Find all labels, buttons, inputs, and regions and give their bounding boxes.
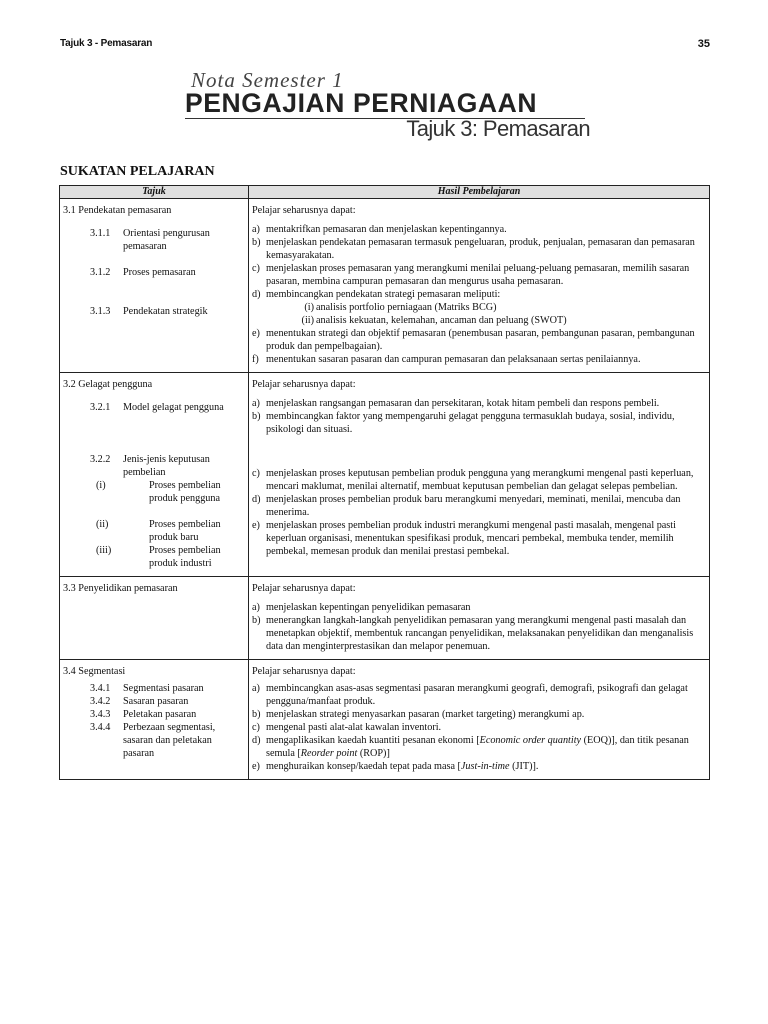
outcome-marker: b) [252, 237, 261, 248]
outcome-item [252, 353, 706, 366]
subtopic-text: Peletakan pasaran [123, 709, 197, 720]
outcome-item [252, 519, 706, 558]
outcome-text: mentakrifkan pemasaran dan menjelaskan kepentingannya. [266, 224, 507, 235]
outcome-item [252, 262, 706, 288]
outcome-submarker: (ii) [301, 315, 314, 326]
subtopic-text: Proses pemasaran [123, 267, 196, 278]
section-heading: SUKATAN PELAJARAN [60, 164, 215, 179]
outcomes-cell [249, 660, 710, 780]
outcome-text: menjelaskan proses pemasaran yang merangkumi menilai peluang-peluang pemasaran, memilih sasaran pasaran, membina campuran pemasaran dan mengurus usaha pemasaran. [266, 263, 690, 287]
outcome-text: menentukan strategi dan objektif pemasaran (penembusan pasaran, pembangunan pasaran, pembangunan produk dan pempelbagaian). [266, 328, 695, 352]
subtopic-subitem [63, 479, 245, 518]
outcome-text: menerangkan langkah-langkah penyelidikan pemasaran yang merangkumi mengenal pasti masalah dan menetapkan objektif, membentuk rancangan penyelidikan, melaksanakan penyelidikan dan menganalisis data dan menginterprestasikan dan melapor penemuan. [266, 615, 694, 652]
banner-title: PENGAJIAN PERNIAGAAN [185, 88, 538, 118]
outcome-text-part: (EOQ)], dan titik pesanan semula [ [266, 735, 689, 759]
outcomes-intro: Pelajar seharusnya dapat: [252, 666, 356, 677]
subtopic-number: 3.4.3 [90, 709, 111, 720]
outcome-marker: b) [252, 411, 261, 422]
subtopic-submarker: (ii) [96, 519, 109, 530]
subtopic-item [63, 682, 245, 695]
outcome-item [252, 493, 706, 519]
table-row [60, 373, 710, 577]
subtopic-subtext: Proses pembelian produk industri [149, 545, 221, 569]
subtopic-number: 3.1.2 [90, 267, 111, 278]
outcome-marker: c) [252, 468, 260, 479]
subtopic-text: Sasaran pasaran [123, 696, 189, 707]
subtopic-submarker: (i) [96, 480, 106, 491]
outcomes-intro: Pelajar seharusnya dapat: [252, 379, 356, 390]
outcome-text: membincangkan asas-asas segmentasi pasaran merangkumi geografi, demografi, psikografi dan gelagat pengguna/manfaat produk. [266, 683, 688, 707]
subtopic-number: 3.1.1 [90, 228, 111, 239]
outcomes-cell [249, 373, 710, 577]
outcome-marker: d) [252, 735, 261, 746]
outcome-item [252, 223, 706, 236]
subtopic-subtext: Proses pembelian produk pengguna [149, 480, 221, 504]
subtopic-item [63, 401, 245, 453]
outcome-term-italic: Just-in-time [460, 761, 510, 772]
outcome-marker: d) [252, 494, 261, 505]
banner-subtitle: Tajuk 3: Pemasaran [406, 116, 590, 141]
subtopic-text: Perbezaan segmentasi, sasaran dan peletakan pasaran [123, 722, 216, 759]
outcome-item [252, 601, 706, 614]
running-head: Tajuk 3 - Pemasaran [60, 38, 153, 49]
subtopic-item [63, 266, 245, 305]
table-row [60, 199, 710, 373]
outcome-text: menentukan sasaran pasaran dan campuran pemasaran dan pelaksanaan sertas penilaiannya. [266, 354, 641, 365]
outcomes-intro: Pelajar seharusnya dapat: [252, 205, 356, 216]
topic-title: 3.1 Pendekatan pemasaran [63, 205, 172, 216]
outcome-text: menjelaskan strategi menyasarkan pasaran (market targeting) merangkumi ap. [266, 709, 585, 720]
outcome-marker: c) [252, 263, 260, 274]
subtopic-item [63, 721, 245, 760]
outcome-submarker: (i) [304, 302, 314, 313]
topic-cell [60, 199, 249, 373]
outcome-marker: a) [252, 683, 260, 694]
outcome-item [252, 734, 706, 760]
outcome-item [252, 614, 706, 653]
outcome-text: membincangkan pendekatan strategi pemasaran meliputi: [266, 289, 501, 300]
outcome-marker: e) [252, 328, 260, 339]
topic-title: 3.3 Penyelidikan pemasaran [63, 583, 178, 594]
subtopic-subitem [63, 544, 245, 570]
outcome-text: menjelaskan proses pembelian produk baru merangkumi menyedari, meminati, menilai, mencuba dan menerima. [266, 494, 681, 518]
outcome-text: membincangkan faktor yang mempengaruhi gelagat pengguna termasuklah budaya, sosial, individu, psikologi dan situasi. [266, 411, 675, 435]
outcome-marker: d) [252, 289, 261, 300]
outcome-subtext: analisis portfolio perniagaan (Matriks BCG) [316, 302, 497, 313]
topic-title: 3.2 Gelagat pengguna [63, 379, 153, 390]
outcome-text: menjelaskan proses keputusan pembelian produk pengguna yang merangkumi mengenal pasti keperluan, mencari maklumat, menilai alternatif, membuat keputusan pembelian dan gelagat selepas pembelian. [266, 468, 694, 492]
outcome-item [252, 236, 706, 262]
outcome-subtext: analisis kekuatan, kelemahan, ancaman dan peluang (SWOT) [316, 315, 567, 326]
subtopic-text: Model gelagat pengguna [123, 402, 224, 413]
outcome-marker: b) [252, 709, 261, 720]
table-row [60, 660, 710, 780]
subtopic-submarker: (iii) [96, 545, 112, 556]
subtopic-text: Jenis-jenis keputusan pembelian [123, 454, 210, 478]
column-header-topic: Tajuk [60, 186, 249, 199]
subtopic-text: Pendekatan strategik [123, 306, 208, 317]
subtopic-text: Segmentasi pasaran [123, 683, 204, 694]
outcome-text: menjelaskan kepentingan penyelidikan pemasaran [266, 602, 471, 613]
outcome-text-part: (ROP)] [357, 748, 390, 759]
outcome-item [252, 682, 706, 708]
subtopic-item [63, 708, 245, 721]
outcome-item [252, 467, 706, 493]
subtopic-subtext: Proses pembelian produk baru [149, 519, 221, 543]
outcome-text: mengenal pasti alat-alat kawalan inventori. [266, 722, 442, 733]
subtopic-number: 3.4.2 [90, 696, 111, 707]
outcome-term-italic: Economic order quantity [479, 735, 582, 746]
banner-series: Nota Semester 1 [191, 68, 344, 92]
outcome-subitem [252, 301, 706, 314]
subtopic-item [63, 453, 245, 479]
subtopic-item [63, 695, 245, 708]
outcome-term-italic: Reorder point [300, 748, 358, 759]
outcome-text: menjelaskan proses pembelian produk industri merangkumi mengenal pasti masalah, mengenal pasti keperluan organisasi, menentukan spesifikasi produk, mencari pembekal, membuka tender, memilih pembekal, memesan produk dan menilai prestasi pembekal. [266, 520, 676, 557]
outcome-marker: a) [252, 224, 260, 235]
outcome-item [252, 397, 706, 410]
outcome-item [252, 410, 706, 436]
topic-cell [60, 577, 249, 660]
outcome-text-part: (JIT)]. [509, 761, 539, 772]
subtopic-number: 3.1.3 [90, 306, 111, 317]
subtopic-number: 3.2.2 [90, 454, 111, 465]
table-row [60, 577, 710, 660]
outcome-item [252, 327, 706, 353]
outcome-marker: a) [252, 398, 260, 409]
subtopic-number: 3.4.1 [90, 683, 111, 694]
outcome-subitem [252, 314, 706, 327]
outcome-item [252, 288, 706, 301]
outcome-text: menjelaskan pendekatan pemasaran termasuk pengeluaran, produk, penjualan, pemasaran dan pemasaran kemasyarakatan. [266, 237, 695, 261]
syllabus-table [59, 185, 710, 780]
outcome-marker: e) [252, 520, 260, 531]
subtopic-number: 3.2.1 [90, 402, 111, 413]
subtopic-number: 3.4.4 [90, 722, 111, 733]
outcome-item [252, 760, 706, 773]
outcome-marker: b) [252, 615, 261, 626]
outcome-text-part: mengaplikasikan kaedah kuantiti pesanan ekonomi [ [266, 735, 480, 746]
page-number: 35 [697, 38, 710, 50]
outcome-marker: e) [252, 761, 260, 772]
table-header-row [60, 186, 710, 199]
outcomes-cell [249, 199, 710, 373]
subtopic-item [63, 227, 245, 266]
outcome-item [252, 708, 706, 721]
topic-title: 3.4 Segmentasi [63, 666, 126, 677]
subtopic-text: Orientasi pengurusan pemasaran [123, 228, 210, 252]
subtopic-item [63, 305, 245, 318]
column-header-outcomes: Hasil Pembelajaran [249, 186, 710, 199]
outcome-text-part: menghuraikan konsep/kaedah tepat pada masa [ [266, 761, 461, 772]
subtopic-subitem [63, 518, 245, 544]
outcomes-intro: Pelajar seharusnya dapat: [252, 583, 356, 594]
outcome-marker: a) [252, 602, 260, 613]
outcome-marker: f) [252, 354, 259, 365]
topic-cell [60, 373, 249, 577]
topic-cell [60, 660, 249, 780]
title-banner [185, 62, 590, 142]
outcome-item [252, 721, 706, 734]
outcome-marker: c) [252, 722, 260, 733]
outcome-text: menjelaskan rangsangan pemasaran dan persekitaran, kotak hitam pembeli dan respons pembeli. [266, 398, 660, 409]
outcomes-cell [249, 577, 710, 660]
